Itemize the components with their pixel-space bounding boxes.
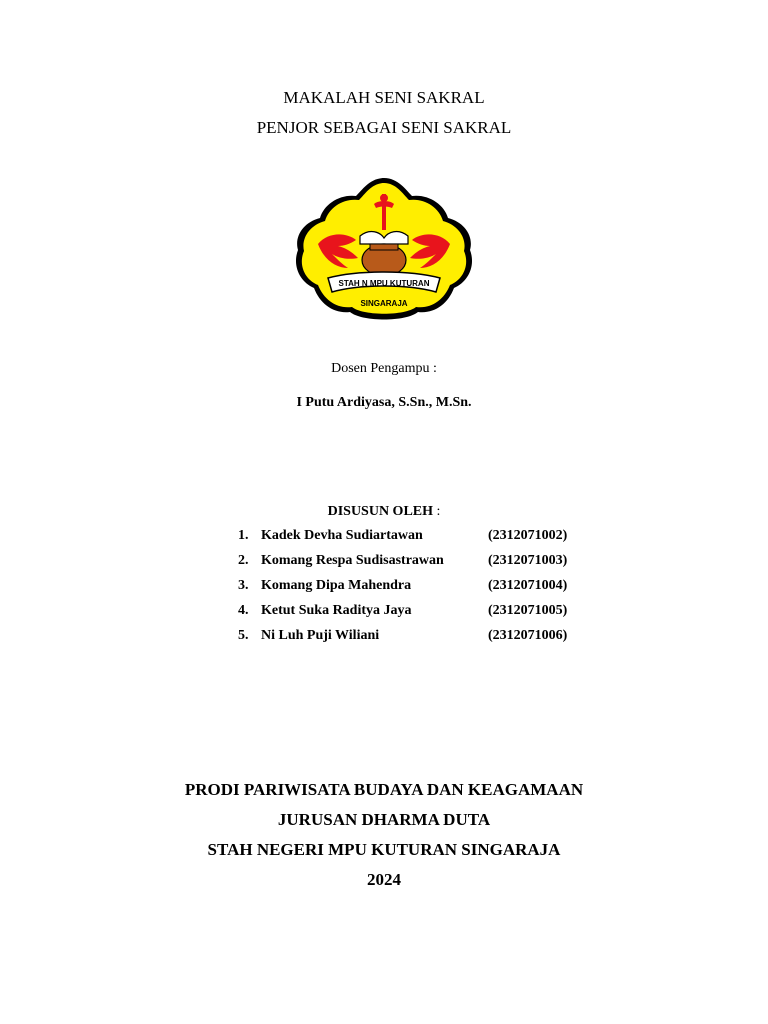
year: 2024: [367, 870, 401, 889]
stah-logo: [288, 174, 480, 326]
author-number: 2.: [238, 553, 249, 568]
list-item: [238, 578, 567, 603]
logo-city-text: SINGARAJA: [360, 299, 408, 308]
author-id: (2312071002): [488, 528, 568, 543]
logo-ribbon-text: STAH N MPU KUTURAN: [338, 279, 430, 288]
author-id: (2312071003): [488, 553, 568, 568]
list-item: [238, 628, 567, 653]
authors-heading-text: DISUSUN OLEH: [327, 504, 434, 519]
author-id: (2312071006): [488, 628, 568, 643]
lecturer-label: Dosen Pengampu :: [331, 361, 437, 376]
authors-heading: [0, 504, 768, 520]
author-name: Komang Dipa Mahendra: [261, 578, 412, 593]
author-name: Ni Luh Puji Wiliani: [261, 628, 380, 643]
department-name: JURUSAN DHARMA DUTA: [277, 810, 491, 829]
author-id: (2312071005): [488, 603, 568, 618]
list-item: [238, 603, 567, 628]
program-name: PRODI PARIWISATA BUDAYA DAN KEAGAMAAN: [184, 780, 584, 799]
list-item: [238, 553, 567, 578]
author-number: 4.: [238, 603, 249, 618]
author-name: Ketut Suka Raditya Jaya: [261, 603, 412, 618]
author-name: Kadek Devha Sudiartawan: [261, 528, 423, 543]
lecturer-name: I Putu Ardiyasa, S.Sn., M.Sn.: [296, 395, 472, 410]
institution-name: STAH NEGERI MPU KUTURAN SINGARAJA: [207, 840, 561, 859]
document-title: MAKALAH SENI SAKRAL: [283, 88, 485, 107]
author-name: Komang Respa Sudisastrawan: [261, 553, 444, 568]
authors-heading-suffix: :: [433, 504, 441, 519]
author-id: (2312071004): [488, 578, 568, 593]
author-number: 5.: [238, 628, 249, 643]
author-number: 3.: [238, 578, 249, 593]
document-subtitle: PENJOR SEBAGAI SENI SAKRAL: [256, 118, 512, 137]
author-list: [238, 528, 567, 653]
list-item: [238, 528, 567, 553]
author-number: 1.: [238, 528, 249, 543]
